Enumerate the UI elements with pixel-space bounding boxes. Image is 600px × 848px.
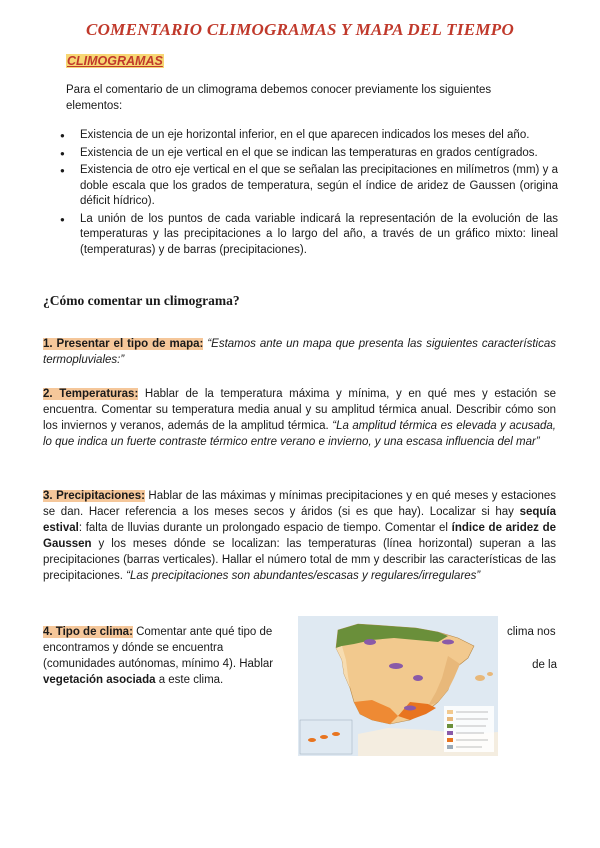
step-1-paragraph — [43, 336, 556, 368]
legend-swatch — [447, 724, 453, 728]
step-4-paragraph — [43, 624, 293, 688]
climate-map-spain — [298, 616, 498, 756]
step-2-text: Hablar de la temperatura máxima y mínima, y en qué mes y estación se encuentra. Comentar su temperatura media anual y su amplitud térmica anual. Describir cómo son los inviernos y veranos, además de la amplitud térmica. — [43, 388, 557, 432]
legend-swatch — [447, 745, 453, 749]
step-4-text: encontramos y dónde se encuentra (comunidades autónomas, mínimo 4). Hablar — [43, 642, 274, 670]
step-3-text: : falta de lluvias durante un prolongado espacio de tiempo. Comentar el — [78, 522, 452, 534]
step-2-quote: “La amplitud térmica es elevada y acusada, lo que indica un fuerte contraste térmico entre verano e invierno, y una escasa influencia del mar” — [43, 420, 556, 448]
list-item: ● Existencia de otro eje vertical en el que se señalan las precipitaciones en milímetros (mm) y a doble escala que los grados de temperatura, según el índice de aridez de Gaussen (origina déficit hídrico). — [80, 163, 558, 210]
list-item: ● Existencia de un eje vertical en el que se indican las temperaturas en grados centígrados. — [80, 146, 558, 162]
map-balearic-islands — [487, 672, 493, 676]
list-item: ● Existencia de un eje horizontal inferior, en el que aparecen indicados los meses del año. — [80, 128, 558, 144]
intro-paragraph: Para el comentario de un climograma debemos conocer previamente los siguientes elementos: — [66, 84, 492, 112]
elements-list — [80, 128, 558, 260]
step-3-quote: “Las precipitaciones son abundantes/escasas y regulares/irregulares” — [126, 570, 481, 582]
step-4-bold-vegetacion: vegetación asociada — [43, 674, 156, 686]
map-canary-islands — [320, 735, 328, 739]
step-1-label: 1. Presentar el tipo de mapa: — [43, 338, 204, 350]
step-2-paragraph — [43, 386, 556, 450]
step-4-label: 4. Tipo de clima: — [43, 626, 133, 638]
list-item: ● La unión de los puntos de cada variable indicará la representación de la evolución de las temperaturas y las precipitaciones a lo largo del año, a través de un gráfico mixto: lineal (temperaturas) y de barras (precipitaciones). — [80, 212, 558, 259]
page-title: COMENTARIO CLIMOGRAMAS Y MAPA DEL TIEMPO — [85, 20, 515, 39]
how-to-heading: ¿Cómo comentar un climograma? — [43, 293, 240, 308]
step-4-text-right: de la — [532, 659, 557, 671]
step-3-paragraph — [43, 488, 556, 584]
map-canary-islands — [332, 732, 340, 736]
step-4-text: a este clima. — [155, 674, 224, 686]
legend-swatch — [447, 717, 453, 721]
step-3-bold-gaussen: índice de aridez de Gaussen — [43, 522, 556, 550]
map-mountain-zone — [442, 640, 454, 645]
step-3-text: Hablar de las máximas y mínimas precipitaciones y en qué meses y estaciones se dan. Hacer referencia a los meses secos y áridos (si es que hay). Localizar si hay — [43, 490, 557, 518]
map-canary-islands — [308, 738, 316, 742]
legend-swatch — [447, 710, 453, 714]
map-mountain-zone — [413, 675, 423, 681]
map-mountain-zone — [389, 663, 403, 669]
step-3-text: y los meses dónde se localizan: las temperaturas (línea horizontal) superan a las precipitaciones (barras verticales). Hallar el número total de mm y describir las características de las precipitaciones. — [43, 538, 556, 582]
step-2-label: 2. Temperaturas: — [43, 388, 139, 400]
legend-swatch — [447, 738, 453, 742]
section-subtitle: CLIMOGRAMAS — [67, 54, 163, 68]
step-4-text-right: clima nos — [507, 626, 556, 638]
map-balearic-islands — [475, 675, 485, 681]
map-mountain-zone — [364, 639, 376, 645]
step-3-label: 3. Precipitaciones: — [43, 490, 145, 502]
map-mountain-zone — [404, 706, 416, 711]
step-3-bold-sequia: sequía estival — [43, 506, 556, 534]
legend-swatch — [447, 731, 453, 735]
step-1-quote: “Estamos ante un mapa que presenta las siguientes características termopluviales:” — [43, 338, 556, 366]
step-4-text: Comentar ante qué tipo de — [132, 626, 273, 638]
